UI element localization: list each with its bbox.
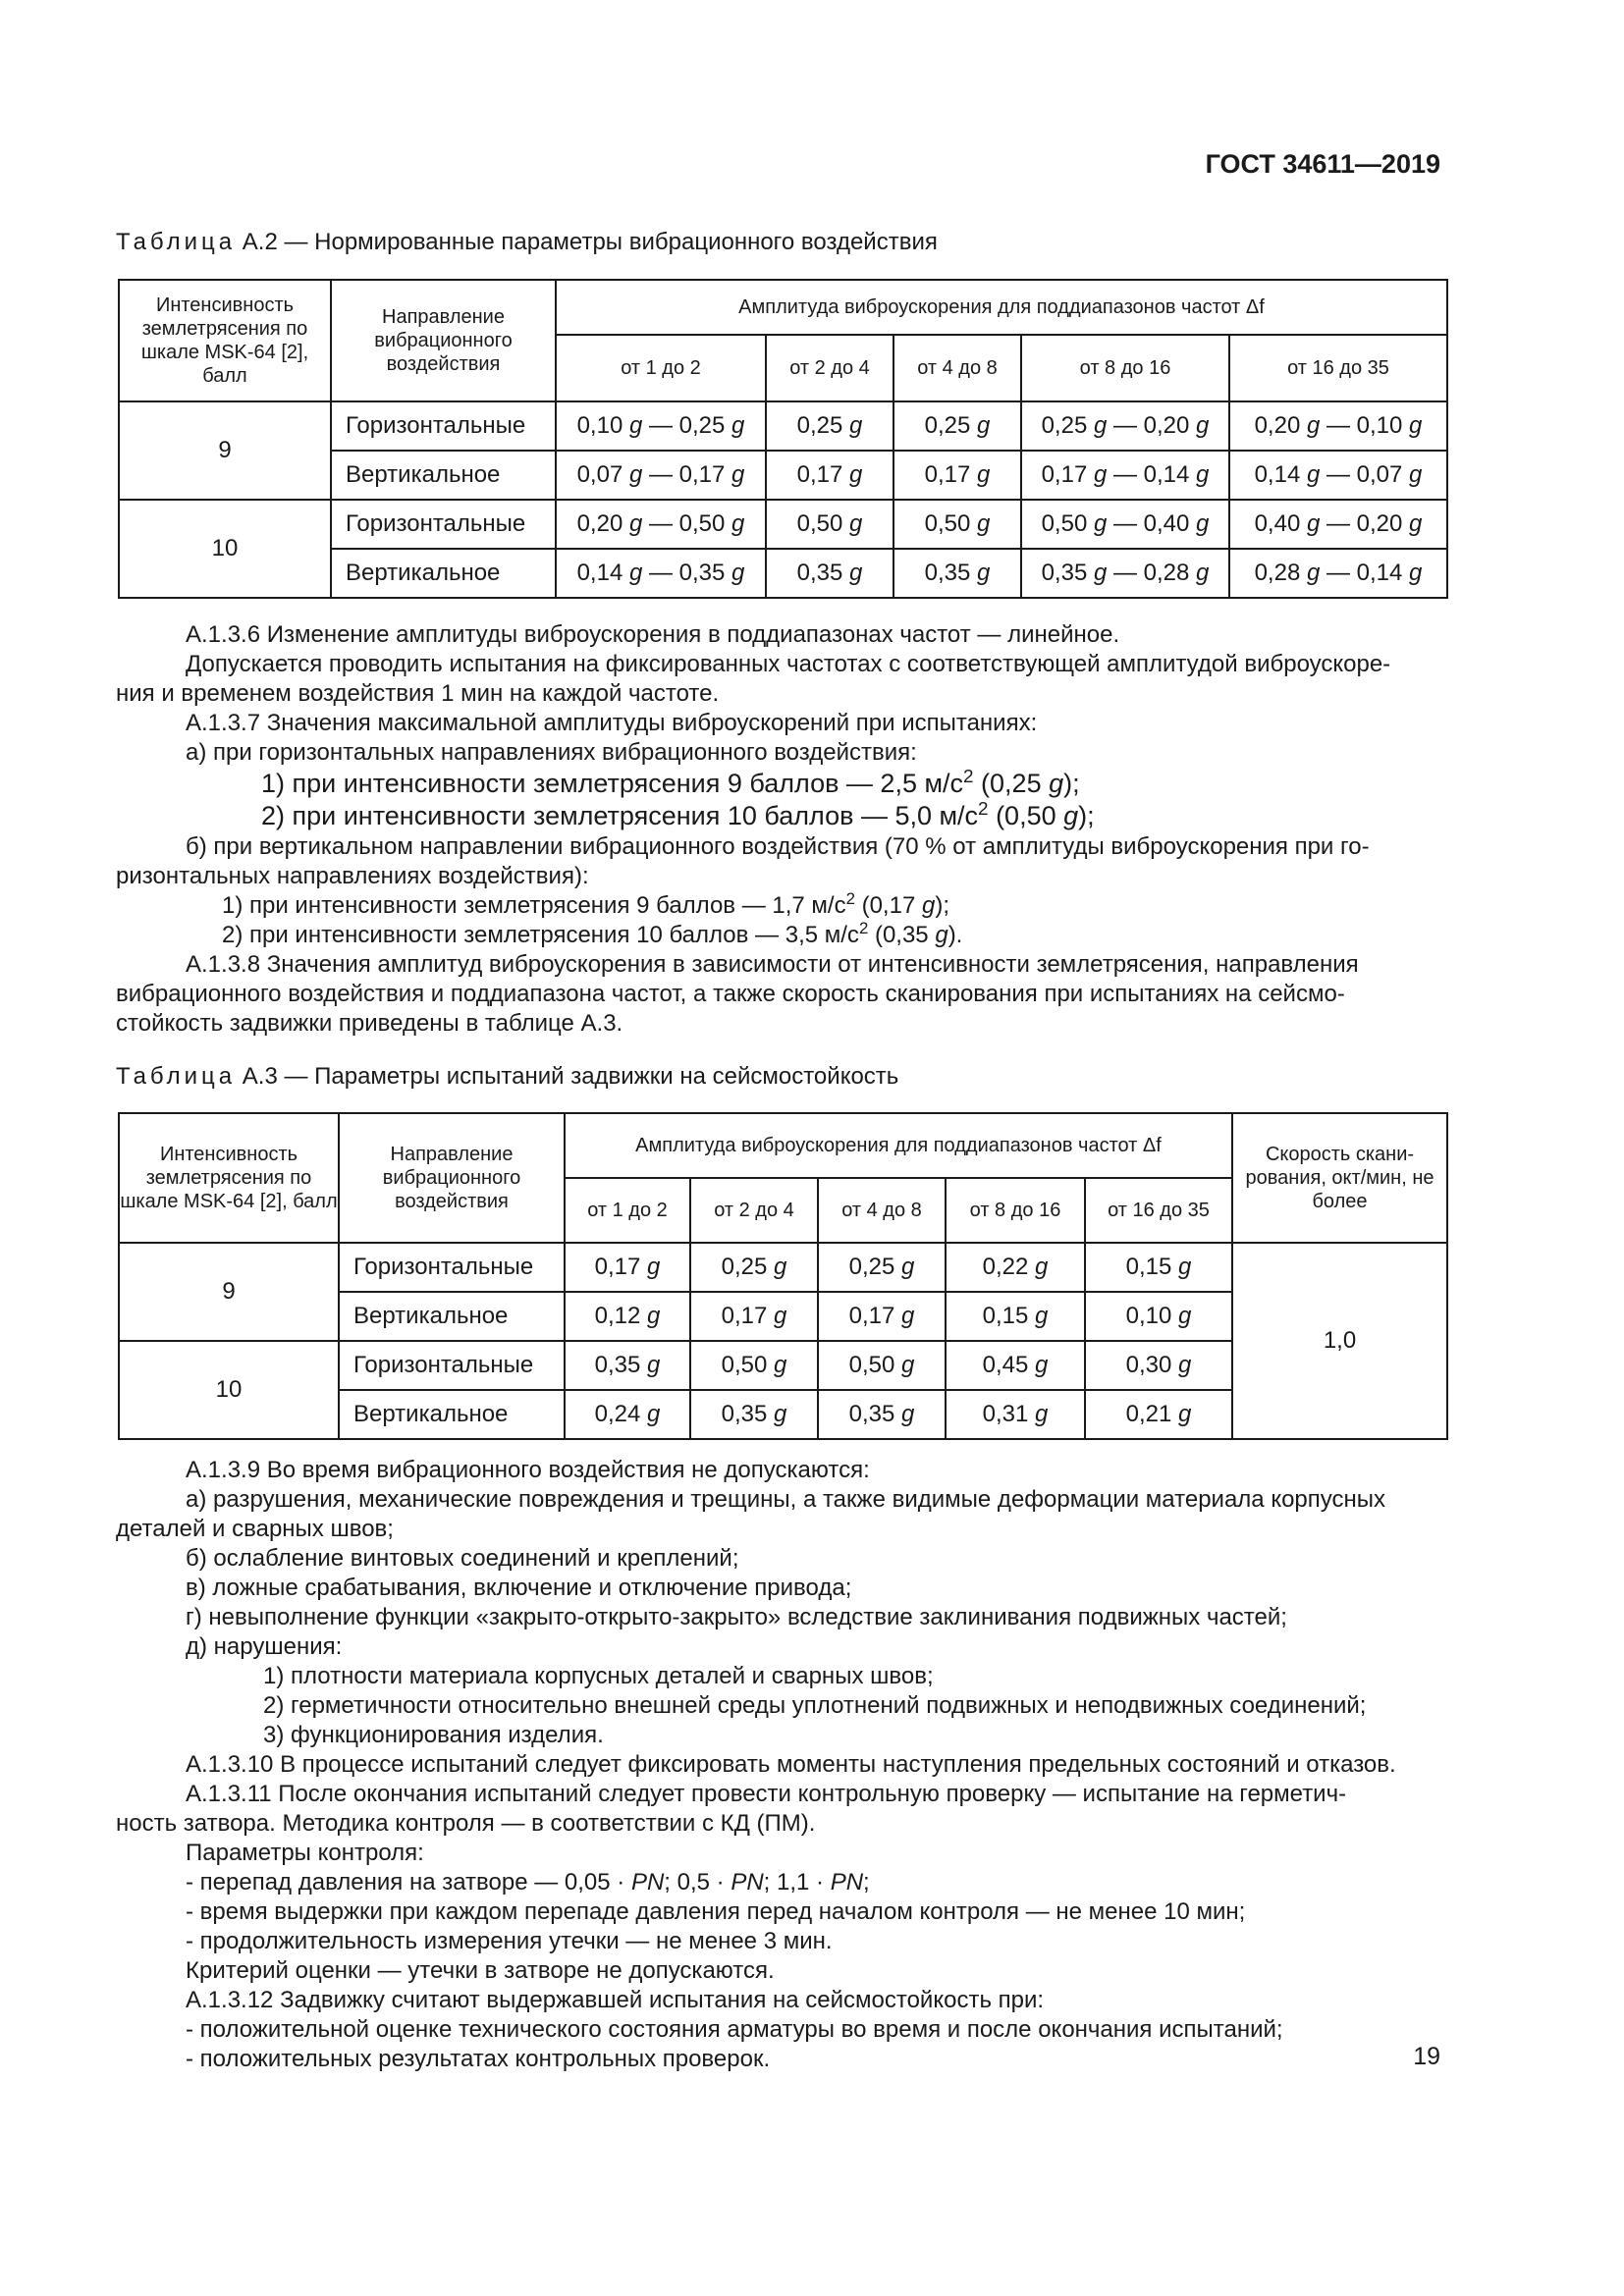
paragraphs-a	[116, 620, 1441, 1039]
superscript: 2	[845, 889, 855, 908]
text: 2) при интенсивности землетрясения 10 баллов — 5,0 м/с	[261, 801, 979, 830]
amplitude-cell: 0,10 g — 0,25 g	[556, 401, 766, 451]
amplitude-cell: 0,40 g — 0,20 g	[1229, 500, 1447, 549]
table-a2	[118, 279, 1448, 599]
table-a3-caption	[116, 1062, 898, 1092]
page-number: 19	[1413, 2043, 1440, 2070]
header-scan-speed: Скорость скани-рования, окт/мин, не более	[1232, 1113, 1447, 1243]
superscript: 2	[858, 919, 869, 937]
paragraph-line: - перепад давления на затворе — 0,05 · PN; 0,5 · PN; 1,1 · PN;	[186, 1869, 870, 1896]
amplitude-cell: 0,17 g	[893, 451, 1021, 500]
caption-text: А.2 — Нормированные параметры вибрационного воздействия	[242, 229, 938, 255]
text: ).	[947, 922, 963, 948]
amplitude-cell: 0,10 g	[1085, 1292, 1232, 1341]
table-row	[119, 1243, 1447, 1292]
amplitude-cell: 0,50 g	[818, 1341, 946, 1390]
header-intensity: Интенсивность землетрясения по шкале MSK-64 [2], балл	[119, 280, 331, 401]
header-band-5: от 16 до 35	[1085, 1178, 1232, 1243]
para-a138-3: стойкость задвижки приведены в таблице А.3.	[116, 1010, 623, 1037]
intensity-cell: 9	[119, 1243, 339, 1341]
para-v-9	[116, 891, 1441, 921]
caption-prefix: Таблица	[116, 1063, 237, 1090]
text: (0,17	[854, 892, 922, 919]
direction-cell: Вертикальное	[339, 1292, 565, 1341]
direction-cell: Горизонтальные	[331, 500, 556, 549]
paragraph-line: А.1.3.10 В процессе испытаний следует фиксировать моменты наступления предельных состояний и отказов.	[186, 1751, 1396, 1778]
direction-cell: Вертикальное	[331, 451, 556, 500]
para-vertical-2: ризонтальных направлениях воздействия):	[116, 863, 589, 889]
paragraph-line: - продолжительность измерения утечки — не менее 3 мин.	[186, 1928, 833, 1954]
direction-cell: Горизонтальные	[339, 1341, 565, 1390]
header-band-4: от 8 до 16	[1021, 335, 1229, 401]
header-amplitude-text: Амплитуда виброускорения для поддиапазонов частот Δf	[738, 296, 1265, 318]
amplitude-cell: 0,25 g	[690, 1243, 818, 1292]
paragraph-line: А.1.3.11 После окончания испытаний следует провести контрольную проверку — испытание на герметич-	[186, 1781, 1347, 1807]
amplitude-cell: 0,35 g	[690, 1390, 818, 1439]
header-band-1: от 1 до 2	[556, 335, 766, 401]
text: (0,25	[973, 769, 1050, 798]
header-direction: Направление вибрационного воздействия	[339, 1113, 565, 1243]
direction-cell: Вертикальное	[331, 549, 556, 598]
para-vertical-1: б) при вертикальном направлении вибрационного воздействия (70 % от амплитуды виброускорения при го-	[186, 833, 1370, 860]
direction-cell: Горизонтальные	[339, 1243, 565, 1292]
text: );	[935, 892, 949, 919]
table-a3	[118, 1112, 1448, 1440]
header-intensity: Интенсивность землетрясения по шкале MSK-64 [2], балл	[119, 1113, 339, 1243]
text: );	[1078, 801, 1095, 830]
amplitude-cell: 0,20 g — 0,50 g	[556, 500, 766, 549]
paragraph-line: - положительной оценке технического состояния арматуры во время и после окончания испытаний;	[186, 2016, 1283, 2043]
paragraph-line: а) разрушения, механические повреждения и трещины, а также видимые деформации материала корпусных	[186, 1486, 1386, 1513]
amplitude-cell: 0,17 g	[690, 1292, 818, 1341]
para-h-9	[116, 768, 1441, 800]
header-amplitude	[556, 280, 1447, 335]
para-a138-1: А.1.3.8 Значения амплитуд виброускорения в зависимости от интенсивности землетрясения, направления	[186, 951, 1359, 978]
superscript: 2	[978, 799, 989, 820]
amplitude-cell: 0,17 g	[766, 451, 893, 500]
paragraph-line: 3) функционирования изделия.	[263, 1722, 604, 1748]
table-a2-caption	[116, 228, 938, 257]
scan-speed-cell: 1,0	[1232, 1243, 1447, 1439]
amplitude-cell: 0,21 g	[1085, 1390, 1232, 1439]
paragraph-line: д) нарушения:	[186, 1633, 343, 1660]
amplitude-cell: 0,07 g — 0,17 g	[556, 451, 766, 500]
amplitude-cell: 0,25 g	[818, 1243, 946, 1292]
header-band-1: от 1 до 2	[565, 1178, 690, 1243]
header-band-2: от 2 до 4	[690, 1178, 818, 1243]
text: );	[1063, 769, 1080, 798]
amplitude-cell: 0,35 g	[766, 549, 893, 598]
header-amplitude	[565, 1113, 1232, 1178]
paragraph-line: б) ослабление винтовых соединений и креплений;	[186, 1545, 739, 1572]
amplitude-cell: 0,17 g	[818, 1292, 946, 1341]
superscript: 2	[963, 767, 974, 787]
paragraphs-b	[116, 1456, 1441, 2074]
header-band-2: от 2 до 4	[766, 335, 893, 401]
paragraph-line: 1) плотности материала корпусных деталей и сварных швов;	[263, 1663, 934, 1689]
text: 1) при интенсивности землетрясения 9 баллов — 2,5 м/с	[261, 769, 964, 798]
paragraph-line: - время выдержки при каждом перепаде давления перед началом контроля — не менее 10 мин;	[186, 1898, 1246, 1925]
amplitude-cell: 0,14 g — 0,07 g	[1229, 451, 1447, 500]
para-horizontal: а) при горизонтальных направлениях вибрационного воздействия:	[186, 739, 917, 766]
header-band-5: от 16 до 35	[1229, 335, 1447, 401]
amplitude-cell: 0,50 g — 0,40 g	[1021, 500, 1229, 549]
g-symbol: g	[921, 892, 936, 919]
paragraph-line: ность затвора. Методика контроля — в соответствии с КД (ПМ).	[116, 1810, 816, 1837]
paragraph-line: 2) герметичности относительно внешней среды уплотнений подвижных и неподвижных соединений;	[263, 1692, 1367, 1719]
paragraph-line: в) ложные срабатывания, включение и отключение привода;	[186, 1575, 852, 1601]
paragraph-line: А.1.3.12 Задвижку считают выдержавшей испытания на сейсмостойкость при:	[186, 1987, 1045, 2013]
amplitude-cell: 0,50 g	[893, 500, 1021, 549]
para-fixed-freq-2: ния и временем воздействия 1 мин на каждой частоте.	[116, 680, 720, 707]
para-v-10	[116, 921, 1441, 950]
amplitude-cell: 0,14 g — 0,35 g	[556, 549, 766, 598]
g-symbol: g	[1049, 769, 1064, 798]
amplitude-cell: 0,15 g	[946, 1292, 1085, 1341]
caption-text: А.3 — Параметры испытаний задвижки на сейсмостойкость	[242, 1063, 899, 1090]
paragraph-line: Критерий оценки — утечки в затворе не допускаются.	[186, 1957, 775, 1984]
direction-cell: Горизонтальные	[331, 401, 556, 451]
amplitude-cell: 0,30 g	[1085, 1341, 1232, 1390]
para-fixed-freq-1: Допускается проводить испытания на фиксированных частотах с соответствующей амплитудой виброускоре-	[186, 651, 1391, 677]
intensity-cell: 10	[119, 1341, 339, 1439]
g-symbol: g	[935, 922, 948, 948]
amplitude-cell: 0,45 g	[946, 1341, 1085, 1390]
amplitude-cell: 0,17 g	[565, 1243, 690, 1292]
para-h-10	[116, 800, 1441, 832]
text: (0,50	[988, 801, 1064, 830]
table-row	[119, 401, 1447, 451]
amplitude-cell: 0,25 g	[893, 401, 1021, 451]
g-symbol: g	[1063, 801, 1079, 830]
amplitude-cell: 0,35 g	[565, 1341, 690, 1390]
header-direction: Направление вибрационного воздействия	[331, 280, 556, 401]
paragraph-line: А.1.3.9 Во время вибрационного воздействия не допускаются:	[186, 1457, 870, 1483]
text: (0,35	[868, 922, 936, 948]
amplitude-cell: 0,28 g — 0,14 g	[1229, 549, 1447, 598]
text: 1) при интенсивности землетрясения 9 баллов — 1,7 м/с	[222, 892, 846, 919]
amplitude-cell: 0,20 g — 0,10 g	[1229, 401, 1447, 451]
amplitude-cell: 0,50 g	[690, 1341, 818, 1390]
text: 2) при интенсивности землетрясения 10 баллов — 3,5 м/с	[222, 922, 859, 948]
header-amplitude-text: Амплитуда виброускорения для поддиапазонов частот Δf	[635, 1135, 1162, 1156]
amplitude-cell: 0,17 g — 0,14 g	[1021, 451, 1229, 500]
amplitude-cell: 0,35 g — 0,28 g	[1021, 549, 1229, 598]
intensity-cell: 10	[119, 500, 331, 598]
amplitude-cell: 0,22 g	[946, 1243, 1085, 1292]
amplitude-cell: 0,31 g	[946, 1390, 1085, 1439]
caption-prefix: Таблица	[116, 229, 237, 255]
amplitude-cell: 0,15 g	[1085, 1243, 1232, 1292]
para-a138-2: вибрационного воздействия и поддиапазона частот, а также скорость сканирования при испытаниях на сейсмо-	[116, 981, 1345, 1007]
amplitude-cell: 0,35 g	[818, 1390, 946, 1439]
amplitude-cell: 0,25 g	[766, 401, 893, 451]
header-band-3: от 4 до 8	[893, 335, 1021, 401]
amplitude-cell: 0,25 g — 0,20 g	[1021, 401, 1229, 451]
paragraph-line: Параметры контроля:	[186, 1840, 424, 1866]
header-band-4: от 8 до 16	[946, 1178, 1085, 1243]
paragraph-line: - положительных результатах контрольных проверок.	[186, 2046, 771, 2072]
para-a136: А.1.3.6 Изменение амплитуды виброускорения в поддиапазонах частот — линейное.	[186, 621, 1120, 648]
amplitude-cell: 0,50 g	[766, 500, 893, 549]
table-row	[119, 500, 1447, 549]
header-band-3: от 4 до 8	[818, 1178, 946, 1243]
paragraph-line: г) невыполнение функции «закрыто-открыто-закрыто» вследствие заклинивания подвижных частей;	[186, 1604, 1287, 1630]
intensity-cell: 9	[119, 401, 331, 500]
amplitude-cell: 0,24 g	[565, 1390, 690, 1439]
direction-cell: Вертикальное	[339, 1390, 565, 1439]
document-id: ГОСТ 34611—2019	[1205, 149, 1440, 179]
paragraph-line: деталей и сварных швов;	[116, 1516, 394, 1542]
amplitude-cell: 0,12 g	[565, 1292, 690, 1341]
amplitude-cell: 0,35 g	[893, 549, 1021, 598]
para-a137: А.1.3.7 Значения максимальной амплитуды виброускорений при испытаниях:	[186, 710, 1038, 736]
